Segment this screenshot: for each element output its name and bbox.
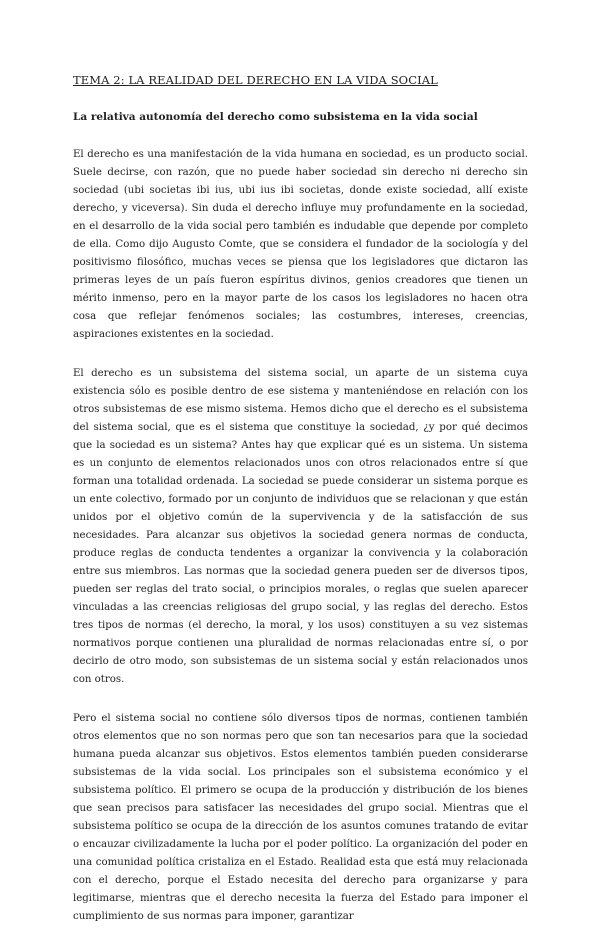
document-page [73,72,528,947]
section-heading: La relativa autonomía del derecho como subsistema en la vida social [73,111,478,123]
paragraph-1: El derecho es una manifestación de la vida humana en sociedad, es un producto social. Suele decirse, con razón, que no puede haber sociedad sin derecho ni derecho sin sociedad (ubi societas ibi ius, ubi ius ibi societas, donde existe sociedad, allí existe derecho, y viceversa). Sin duda el derecho influye muy profundamente en la sociedad, en el desarrollo de la vida social pero también es indudable que depende por completo de ella. Como dijo Augusto Comte, que se considera el fundador de la sociología y del positivismo filosófico, muchas veces se piensa que los legisladores que dictaron las primeras leyes de un país fueron espíritus divinos, genios creadores que tienen un mérito inmenso, pero en la mayor parte de los casos los legisladores no hacen otra cosa que reflejar fenómenos sociales; las costumbres, intereses, creencias, aspiraciones existentes en la sociedad. [73,149,528,340]
paragraph-2: El derecho es un subsistema del sistema social, un aparte de un sistema cuya existencia sólo es posible dentro de ese sistema y manteniéndose en relación con los otros subsistemas de ese mismo sistema. Hemos dicho que el derecho es el subsistema del sistema social, que es el sistema que constituye la sociedad, ¿y por qué decimos que la sociedad es un sistema? Antes hay que explicar qué es un sistema. Un sistema es un conjunto de elementos relacionados unos con otros relacionados entre sí que forman una totalidad ordenada. La sociedad se puede considerar un sistema porque es un ente colectivo, formado por un conjunto de individuos que se relacionan y que están unidos por el objetivo común de la supervivencia y de la satisfacción de sus necesidades. Para alcanzar sus objetivos la sociedad genera normas de conducta, produce reglas de conducta tendentes a organizar la convivencia y la colaboración entre sus miembros. Las normas que la sociedad genera pueden ser de diversos tipos, pueden ser reglas del trato social, o principios morales, o reglas que suelen aparecer vinculadas a las creencias religiosas del grupo social, y las reglas del derecho. Estos tres tipos de normas (el derecho, la moral, y los usos) constituyen a su vez sistemas normativos porque contienen una pluralidad de normas relacionadas entre sí, o por decirlo de otro modo, son subsistemas de un sistema social y están relacionados unos con otros. [73,368,528,685]
paragraph-3: Pero el sistema social no contiene sólo diversos tipos de normas, contienen también otros elementos que no son normas pero que son tan necesarios para que la sociedad humana pueda alcanzar sus objetivos. Estos elementos también pueden considerarse subsistemas de la vida social. Los principales son el subsistema económico y el subsistema político. El primero se ocupa de la producción y distribución de los bienes que sean precisos para satisfacer las necesidades del grupo social. Mientras que el subsistema político se ocupa de la dirección de los asuntos comunes tratando de evitar o encauzar civilizadamente la lucha por el poder político. La organización del poder en una comunidad política cristaliza en el Estado. Realidad esta que está muy relacionada con el derecho, porque el Estado necesita del derecho para organizarse y para legitimarse, mientras que el derecho necesita la fuerza del Estado para imponer el cumplimiento de sus normas para imponer, garantizar [73,713,528,922]
document-title: TEMA 2: LA REALIDAD DEL DERECHO EN LA VIDA SOCIAL [73,73,438,87]
